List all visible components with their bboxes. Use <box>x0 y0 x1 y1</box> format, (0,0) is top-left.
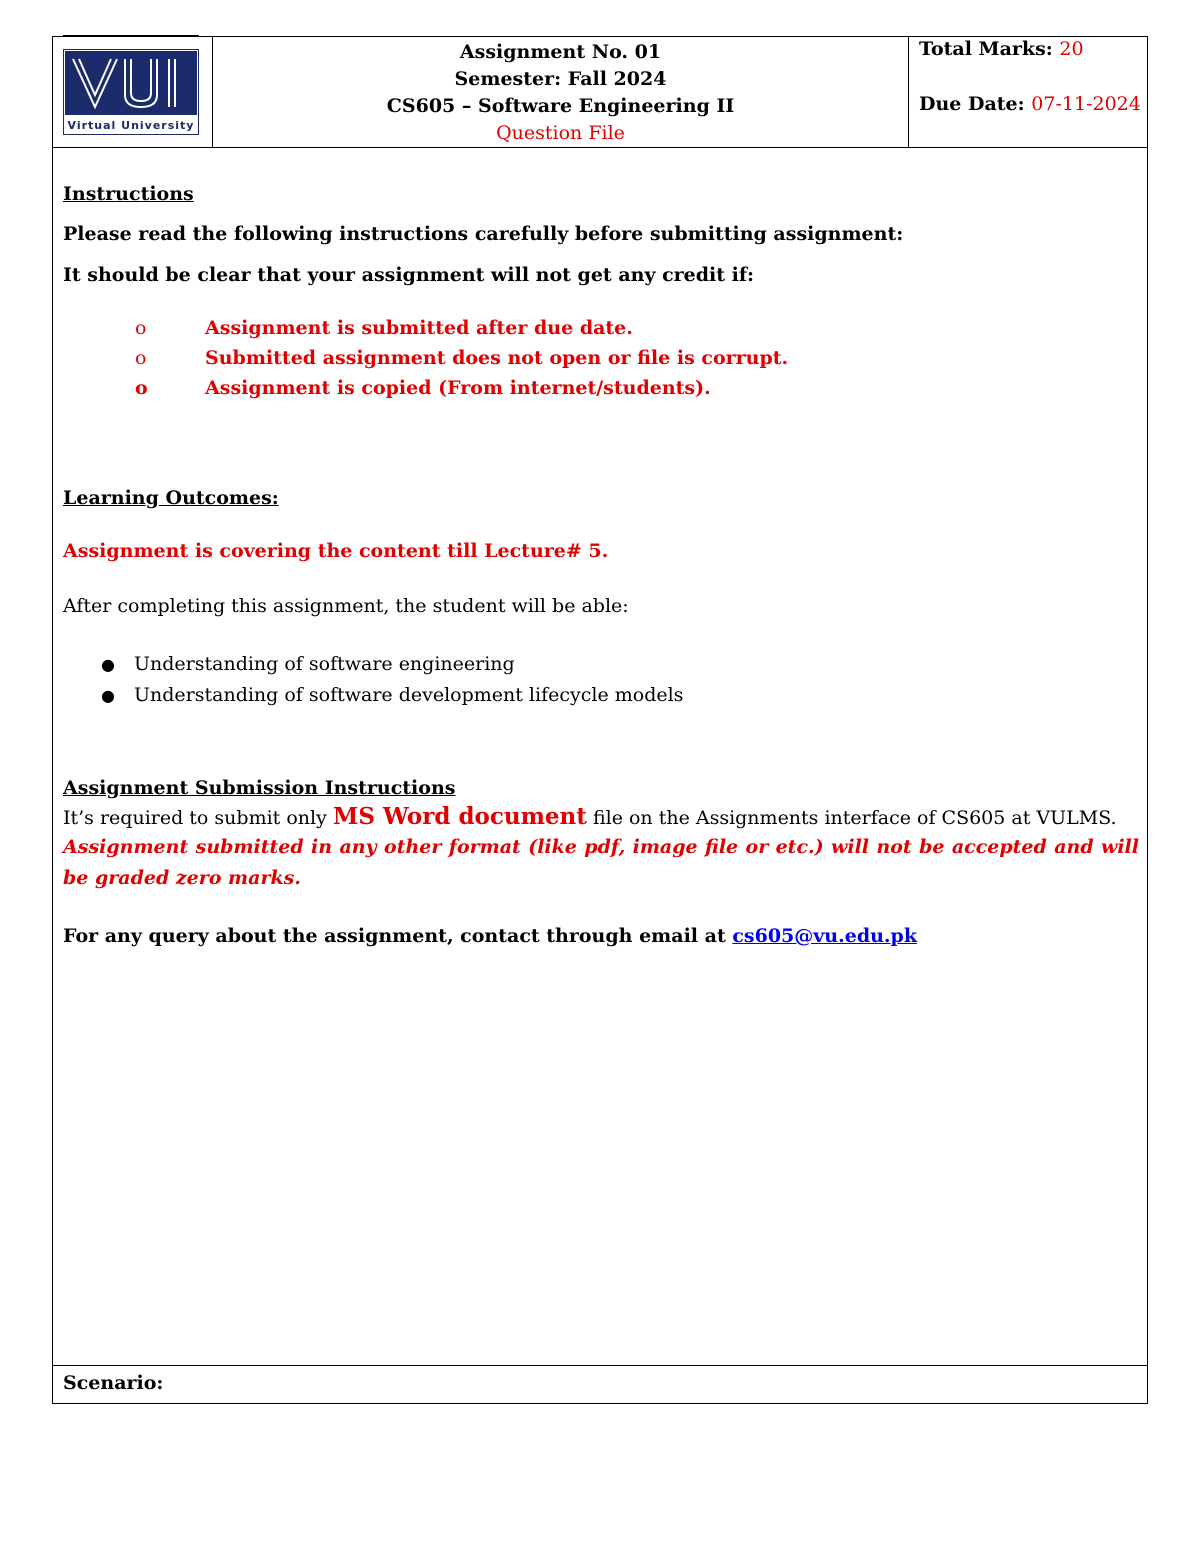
course-title: CS605 – Software Engineering II <box>386 95 735 117</box>
assignment-number: Assignment No. 01 <box>459 41 662 63</box>
learning-outcomes-heading: Learning Outcomes: <box>63 487 279 509</box>
outcomes-lead: After completing this assignment, the student will be able: <box>63 595 629 617</box>
format-highlight: MS Word document <box>332 803 587 830</box>
logo-mark <box>65 51 197 115</box>
vu-logo-icon <box>65 51 199 115</box>
document-header <box>53 37 1147 148</box>
query-contact: For any query about the assignment, contact through email at cs605@vu.edu.pk <box>63 925 917 947</box>
format-warning: Assignment submitted in any other format (like pdf, image file or etc.) will not be accepted and will be graded zero marks. <box>63 836 1139 889</box>
due-date <box>919 93 1141 115</box>
circle-bullet-icon: o <box>135 347 147 369</box>
title-block <box>213 37 909 147</box>
file-type: Question File <box>496 122 625 144</box>
criteria-item: o Assignment is submitted after due date. <box>135 317 633 339</box>
marks-block <box>909 37 1147 147</box>
due-date-value: 07-11-2024 <box>1031 93 1141 115</box>
total-marks <box>919 38 1084 60</box>
scenario-row <box>53 1365 1147 1404</box>
logo-cell <box>53 37 213 147</box>
outcome-item: ● Understanding of software engineering <box>101 653 515 675</box>
coverage-note: Assignment is covering the content till Lecture# 5. <box>63 540 609 562</box>
submission-requirement: It’s required to submit only MS Word document file on the Assignments interface of CS605 at VULMS. <box>63 803 1117 830</box>
submission-heading: Assignment Submission Instructions <box>63 777 456 799</box>
bullet-icon: ● <box>101 686 115 705</box>
scenario-label: Scenario: <box>63 1372 164 1394</box>
total-marks-label: Total Marks: <box>919 38 1053 60</box>
criteria-item: o Submitted assignment does not open or file is corrupt. <box>135 347 789 369</box>
outcome-item: ● Understanding of software development lifecycle models <box>101 684 684 706</box>
instructions-heading: Instructions <box>63 183 194 205</box>
semester: Semester: Fall 2024 <box>454 68 667 90</box>
circle-bullet-icon: o <box>135 377 148 399</box>
circle-bullet-icon: o <box>135 317 147 339</box>
criteria-item: o Assignment is copied (From internet/students). <box>135 377 711 399</box>
total-marks-value: 20 <box>1059 38 1084 60</box>
instructions-intro: Please read the following instructions carefully before submitting assignment: <box>63 223 904 245</box>
vu-logo <box>63 49 199 135</box>
bullet-icon: ● <box>101 655 115 674</box>
assignment-document <box>52 36 1148 1404</box>
logo-caption: Virtual University <box>67 119 195 132</box>
due-date-label: Due Date: <box>919 93 1025 115</box>
email-link[interactable]: cs605@vu.edu.pk <box>732 925 917 947</box>
credit-condition: It should be clear that your assignment will not get any credit if: <box>63 264 755 286</box>
